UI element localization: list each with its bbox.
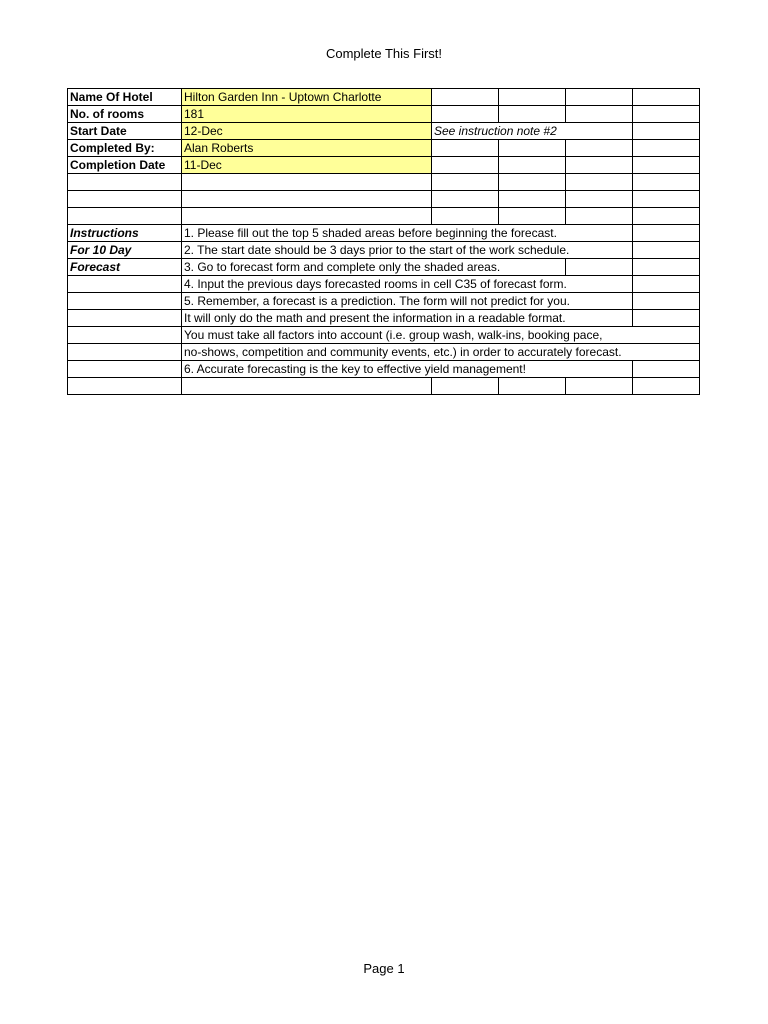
empty-row [68,174,700,191]
page-title: Complete This First! [325,46,443,61]
instruction-row [68,344,700,361]
completion-date-cell[interactable]: 11-Dec [182,157,432,174]
field-label: Start Date [68,123,182,140]
field-row-hotel-name [68,89,700,106]
hotel-name-cell[interactable]: Hilton Garden Inn - Uptown Charlotte [182,89,432,106]
completed-by-cell[interactable]: Alan Roberts [182,140,432,157]
field-label: Completed By: [68,140,182,157]
hotel-forecast-form [67,88,700,395]
page-number: Page 1 [363,961,405,976]
instructions-label: Instructions [68,225,182,242]
instruction-line: 3. Go to forecast form and complete only the shaded areas. [182,259,566,276]
field-row-completed-by [68,140,700,157]
empty-row [68,191,700,208]
instruction-line: no-shows, competition and community events, etc.) in order to accurately forecast. [182,344,700,361]
instruction-line: 6. Accurate forecasting is the key to effective yield management! [182,361,633,378]
instruction-row [68,361,700,378]
instruction-line: 5. Remember, a forecast is a prediction. The form will not predict for you. [182,293,633,310]
instruction-row [68,259,700,276]
field-label: No. of rooms [68,106,182,123]
instruction-row [68,242,700,259]
empty-row [68,378,700,395]
start-date-note: See instruction note #2 [432,123,633,140]
field-row-rooms [68,106,700,123]
field-label: Completion Date [68,157,182,174]
field-row-completion-date [68,157,700,174]
instruction-row [68,327,700,344]
instruction-line: 2. The start date should be 3 days prior to the start of the work schedule. [182,242,633,259]
instruction-line: It will only do the math and present the information in a readable format. [182,310,633,327]
instruction-line: You must take all factors into account (i.e. group wash, walk-ins, booking pace, [182,327,700,344]
start-date-cell[interactable]: 12-Dec [182,123,432,140]
instruction-line: 1. Please fill out the top 5 shaded areas before beginning the forecast. [182,225,633,242]
instruction-row [68,293,700,310]
field-row-start-date [68,123,700,140]
instruction-line: 4. Input the previous days forecasted rooms in cell C35 of forecast form. [182,276,633,293]
empty-row [68,208,700,225]
instruction-row [68,225,700,242]
field-label: Name Of Hotel [68,89,182,106]
instructions-label: Forecast [68,259,182,276]
instruction-row [68,276,700,293]
instructions-label: For 10 Day [68,242,182,259]
rooms-cell[interactable]: 181 [182,106,432,123]
instruction-row [68,310,700,327]
